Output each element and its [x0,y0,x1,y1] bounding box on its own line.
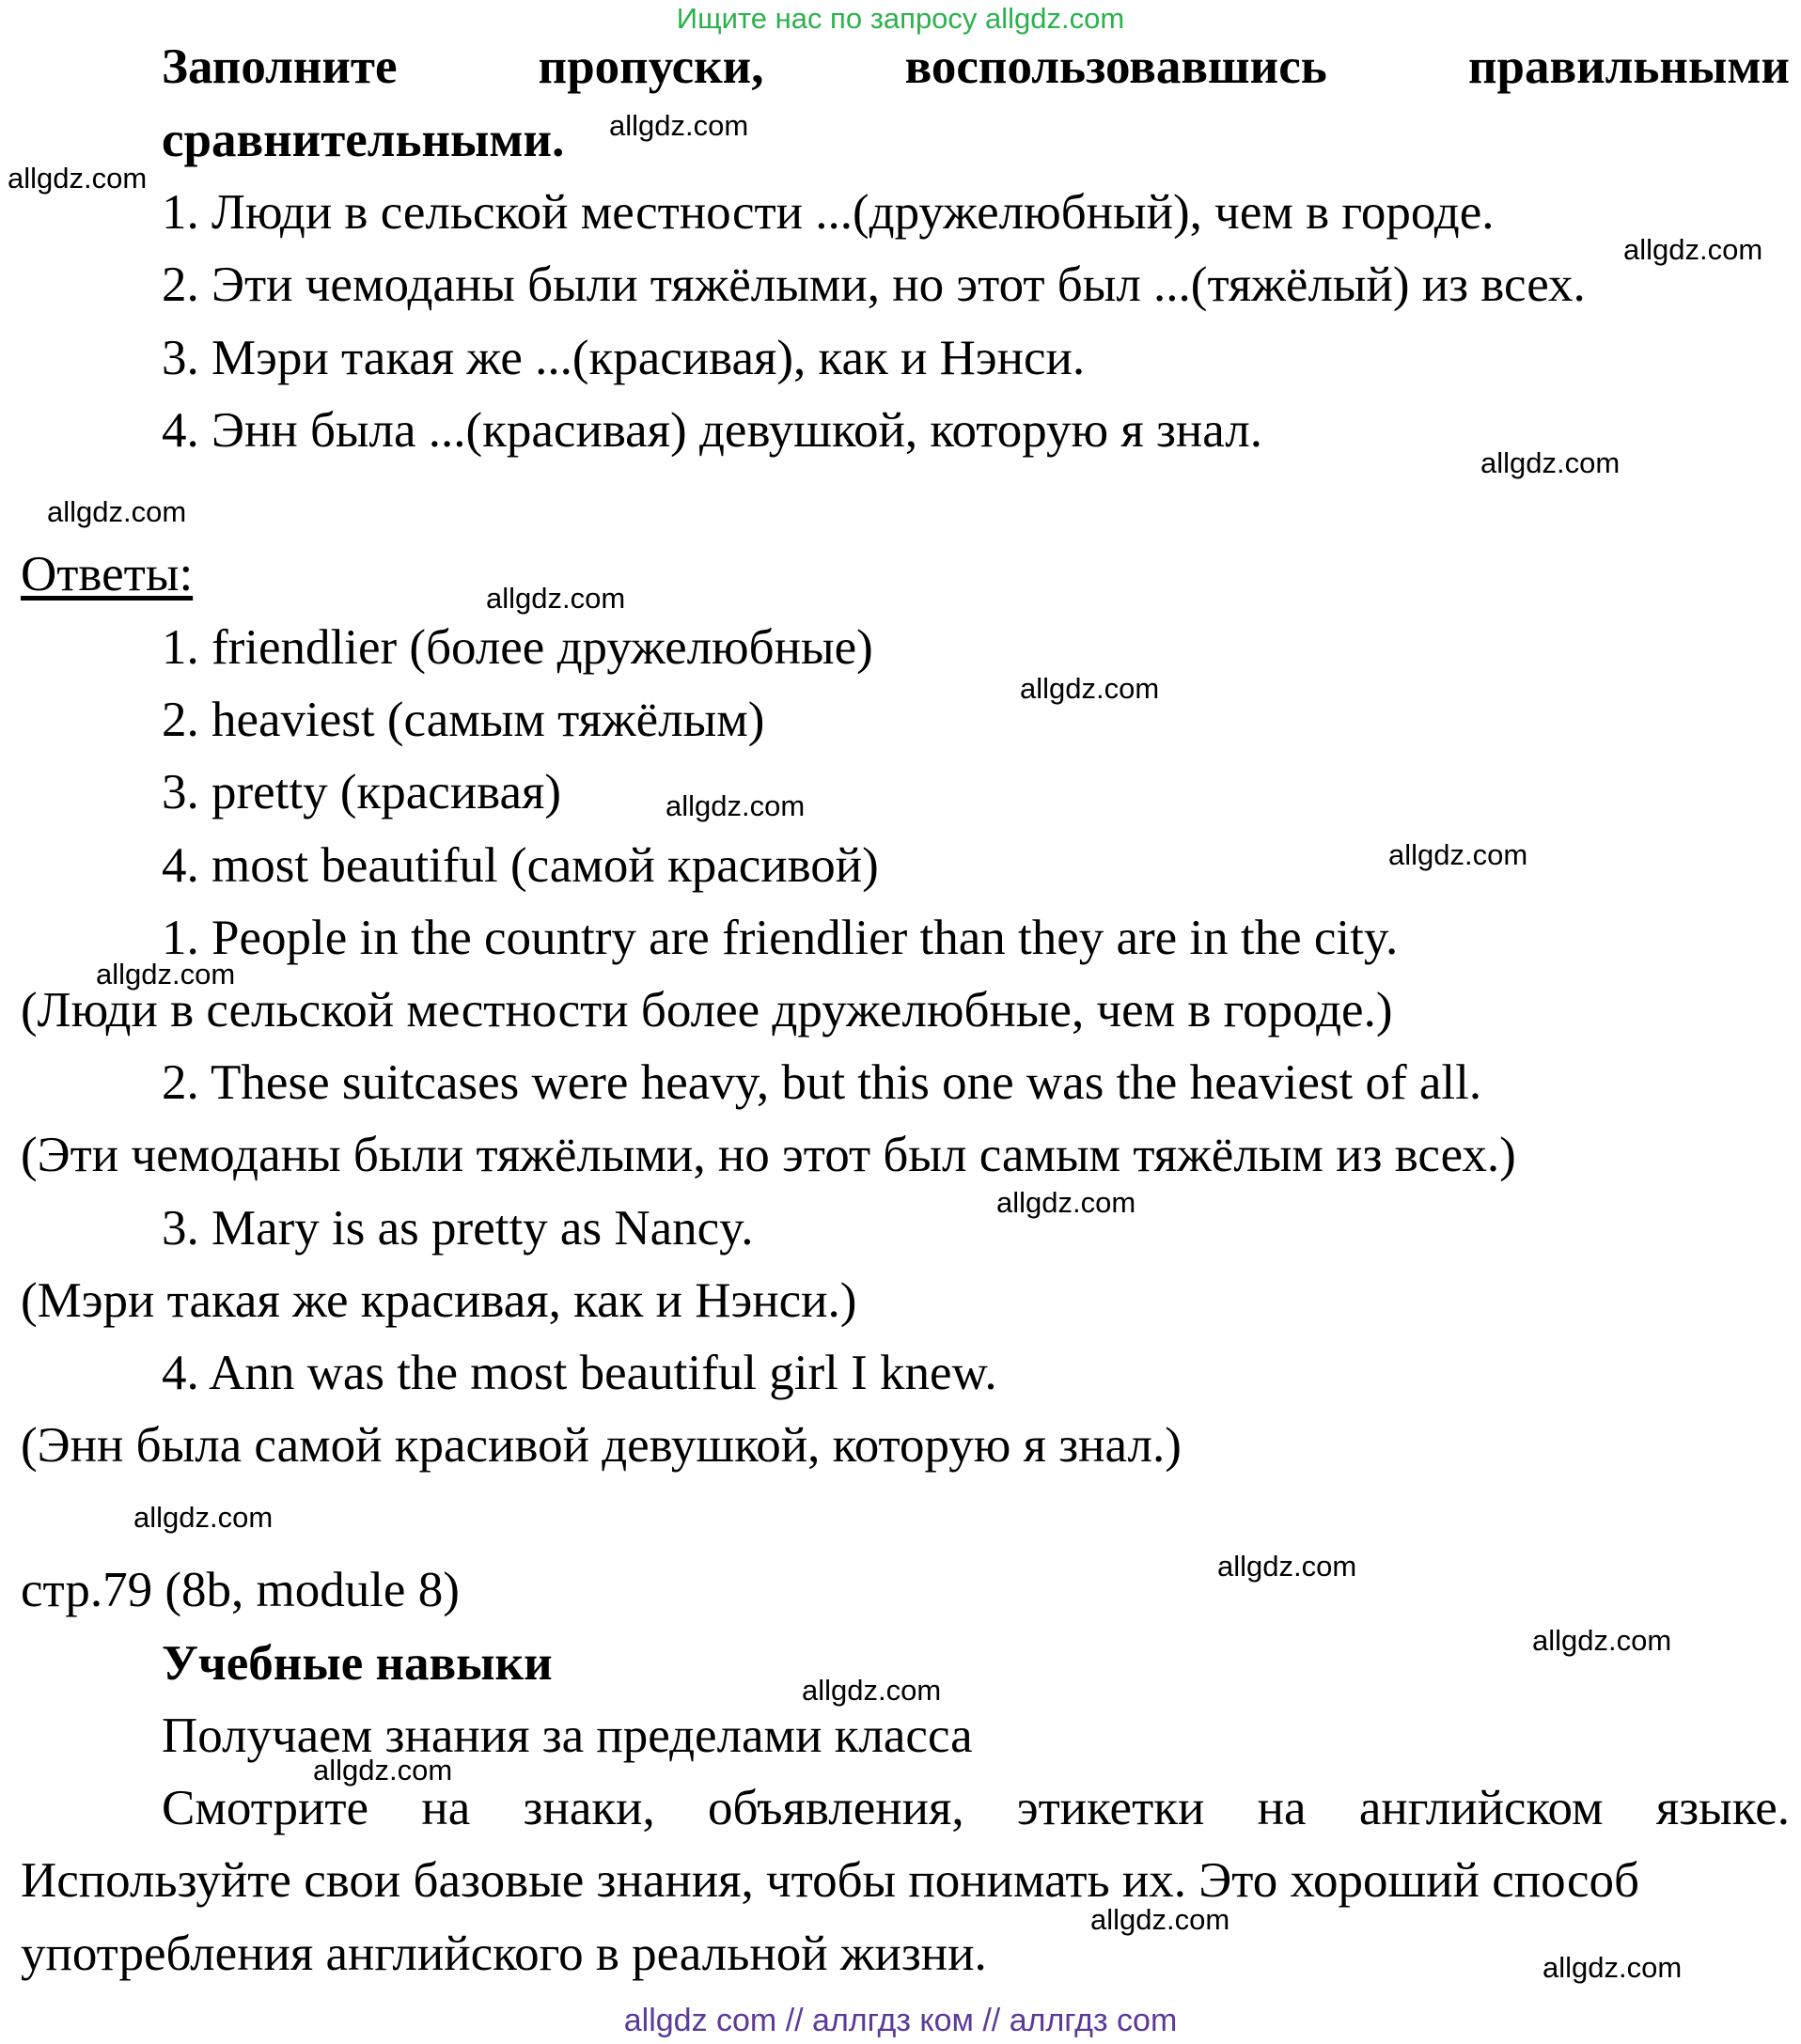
para-word: знаки, [523,1781,655,1835]
para-word: на [421,1781,471,1835]
para-word: языке. [1655,1781,1790,1835]
full-answer-en: 1. People in the country are friendlier than they are in the city. [162,911,1399,965]
watermark: allgdz.com [666,789,806,822]
title-word: правильными [1467,39,1790,94]
top-banner: Ищите нас по запросу allgdz.com [676,2,1125,35]
para-word: этикетки [1016,1781,1205,1835]
watermark: allgdz.com [1532,1624,1672,1657]
full-answer-ru: (Эти чемоданы были тяжёлыми, но этот был самым тяжёлым из всех.) [21,1128,1516,1182]
para-word: на [1257,1781,1307,1835]
task-title-line1 [162,38,1790,96]
task-item: 4. Энн была ...(красивая) девушкой, которую я знал. [162,403,1262,458]
watermark: allgdz.com [133,1501,274,1534]
short-answer: 2. heaviest (самым тяжёлым) [162,693,765,747]
para-word: объявления, [707,1781,964,1835]
section-heading: Учебные навыки [162,1636,553,1691]
short-answer: 4. most beautiful (самой красивой) [162,838,879,893]
watermark: allgdz.com [1217,1550,1357,1583]
watermark: allgdz.com [609,109,749,142]
watermark: allgdz.com [1020,672,1160,705]
short-answer: 3. pretty (красивая) [162,765,562,819]
watermark: allgdz.com [313,1754,453,1787]
para-word: английском [1358,1781,1604,1835]
answers-heading: Ответы: [21,547,194,601]
watermark: allgdz.com [8,162,148,195]
title-word: Заполните [162,39,398,94]
task-item: 1. Люди в сельской местности ...(дружелюбный), чем в городе. [162,185,1495,240]
watermark: allgdz.com [47,495,187,528]
full-answer-en: 3. Mary is as pretty as Nancy. [162,1201,754,1256]
watermark: allgdz.com [996,1186,1136,1219]
watermark: allgdz.com [1623,233,1763,266]
watermark: allgdz.com [1388,838,1528,871]
watermark: allgdz.com [96,958,236,991]
full-answer-en: 2. These suitcases were heavy, but this one was the heaviest of all. [162,1055,1482,1110]
full-answer-ru: (Энн была самой красивой девушкой, которую я знал.) [21,1418,1182,1473]
page-reference: стр.79 (8b, module 8) [21,1563,460,1617]
section-subheading: Получаем знания за пределами класса [162,1709,973,1763]
task-title-line2: сравнительными. [162,113,565,167]
full-answer-en: 4. Ann was the most beautiful girl I knew. [162,1346,997,1400]
watermark: allgdz.com [1090,1903,1230,1936]
paragraph-line1 [162,1779,1790,1837]
watermark: allgdz.com [1480,446,1621,479]
title-word: пропуски, [538,39,764,94]
task-item: 2. Эти чемоданы были тяжёлыми, но этот был ...(тяжёлый) из всех. [162,257,1586,312]
para-word: Смотрите [162,1781,369,1835]
watermark: allgdz.com [802,1674,942,1707]
short-answer: 1. friendlier (более дружелюбные) [162,620,873,675]
full-answer-ru: (Мэри такая же красивая, как и Нэнси.) [21,1273,857,1328]
full-answer-ru: (Люди в сельской местности более дружелюбные, чем в городе.) [21,983,1393,1038]
paragraph-line2: Используйте свои базовые знания, чтобы понимать их. Это хороший способ [21,1853,1639,1908]
footer-links: allgdz com // аллгдз ком // аллгдз com [623,2003,1178,2038]
watermark: allgdz.com [1543,1951,1683,1984]
watermark: allgdz.com [486,582,626,615]
title-word: воспользовавшись [904,39,1327,94]
task-item: 3. Мэри такая же ...(красивая), как и Нэнси. [162,331,1086,385]
paragraph-line3: употребления английского в реальной жизни. [21,1927,987,1981]
